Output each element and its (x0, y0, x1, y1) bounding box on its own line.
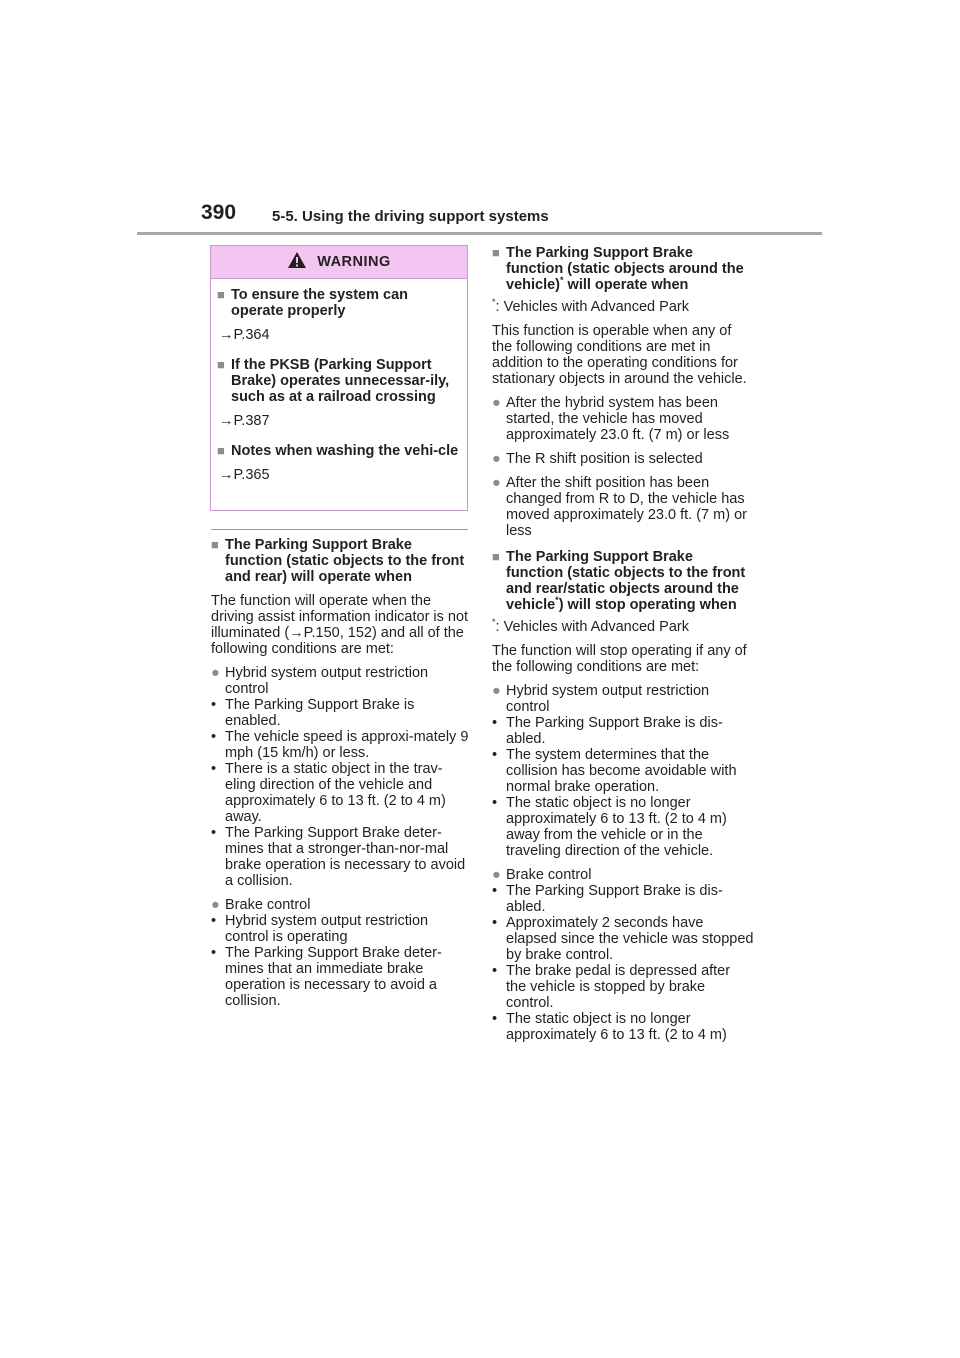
warning-triangle-icon (287, 251, 307, 273)
paragraph: This function is operable when any of the following conditions are met in addition to the operating conditions for stationary objects in around the vehicle. (492, 323, 747, 387)
bullet-title: Brake control (225, 897, 311, 913)
sub-item: • The Parking Support Brake is dis-abled. (492, 883, 723, 915)
sub-item: • The static object is no longer approximately 6 to 13 ft. (2 to 4 m) away from the vehicle or in the traveling direction of the vehicle. (492, 795, 727, 859)
sub-item: • The Parking Support Brake is dis-abled. (492, 715, 723, 747)
subsection-heading: ■ The Parking Support Brake function (static objects to the front and rear) will operate when (211, 537, 465, 585)
right-column (492, 245, 754, 1043)
bullet-item: ● Brake control (211, 897, 473, 913)
bullet-title: Brake control (506, 867, 592, 883)
page-reference[interactable]: P.150, 152 (303, 625, 372, 641)
sub-item: • Approximately 2 seconds have elapsed since the vehicle was stopped by brake control. (492, 915, 754, 963)
warning-item-heading: ■ Notes when washing the vehi-cle (217, 443, 459, 459)
sub-item: • The vehicle speed is approxi-mately 9 mph (15 km/h) or less. (211, 729, 469, 761)
footnote: *: Vehicles with Advanced Park (492, 617, 689, 635)
page-reference[interactable]: →P.364 (219, 327, 270, 343)
bullet-title: Hybrid system output restriction control (225, 665, 429, 697)
sub-item: • There is a static object in the trav-eling direction of the vehicle and approximately 6 to 13 ft. (2 to 4 m) away. (211, 761, 446, 825)
subsection-heading: ■ The Parking Support Brake function (static objects to the front and rear/static objects around the vehicle*) will stop operating when (492, 549, 746, 613)
bullet-title: Hybrid system output restriction control (506, 683, 710, 715)
page-number: 390 (201, 201, 237, 224)
sub-item: • The static object is no longer approximately 6 to 13 ft. (2 to 4 m) (492, 1011, 727, 1043)
page-reference[interactable]: →P.387 (219, 413, 270, 429)
bullet-item: ● Hybrid system output restriction control (211, 665, 473, 697)
warning-item-heading: ■ If the PKSB (Parking Support Brake) operates unnecessar-ily, such as at a railroad crossing (217, 357, 450, 405)
sub-item: • The Parking Support Brake deter-mines that an immediate brake operation is necessary to avoid a collision. (211, 945, 442, 1009)
left-column (211, 527, 473, 1009)
warning-box (210, 245, 468, 511)
bullet-item: ● Hybrid system output restriction control (492, 683, 754, 715)
header-rule (137, 232, 822, 235)
bullet-item: ● Brake control (492, 867, 754, 883)
subsection-heading: ■ The Parking Support Brake function (static objects around the vehicle)* will operate when (492, 245, 744, 293)
page-reference[interactable]: →P.365 (219, 467, 270, 483)
warning-title: WARNING (317, 254, 391, 270)
bullet-item: ● After the hybrid system has been started, the vehicle has moved approximately 23.0 ft. (7 m) or less (492, 395, 730, 443)
bullet-item: ● After the shift position has been changed from R to D, the vehicle has moved approximately 23.0 ft. (7 m) or less (492, 475, 747, 539)
sub-item: • The Parking Support Brake is enabled. (211, 697, 415, 729)
sub-item: • Hybrid system output restriction control is operating (211, 913, 429, 945)
bullet-item: ● The R shift position is selected (492, 451, 703, 467)
intro-paragraph: The function will operate when the driving assist information indicator is not illuminated (→P.150, 152) and all of the following conditions are met: (211, 593, 469, 657)
sub-item: • The Parking Support Brake deter-mines that a stronger-than-nor-mal brake operation is necessary to avoid a collision. (211, 825, 466, 889)
footnote: *: Vehicles with Advanced Park (492, 297, 689, 315)
sub-item: • The brake pedal is depressed after the vehicle is stopped by brake control. (492, 963, 731, 1011)
warning-header (211, 246, 467, 279)
paragraph: The function will stop operating if any of the following conditions are met: (492, 643, 747, 675)
warning-item-heading: ■ To ensure the system can operate properly (217, 287, 409, 319)
sub-item: • The system determines that the collision has become avoidable with normal brake operation. (492, 747, 737, 795)
section-title: 5-5. Using the driving support systems (272, 208, 549, 225)
